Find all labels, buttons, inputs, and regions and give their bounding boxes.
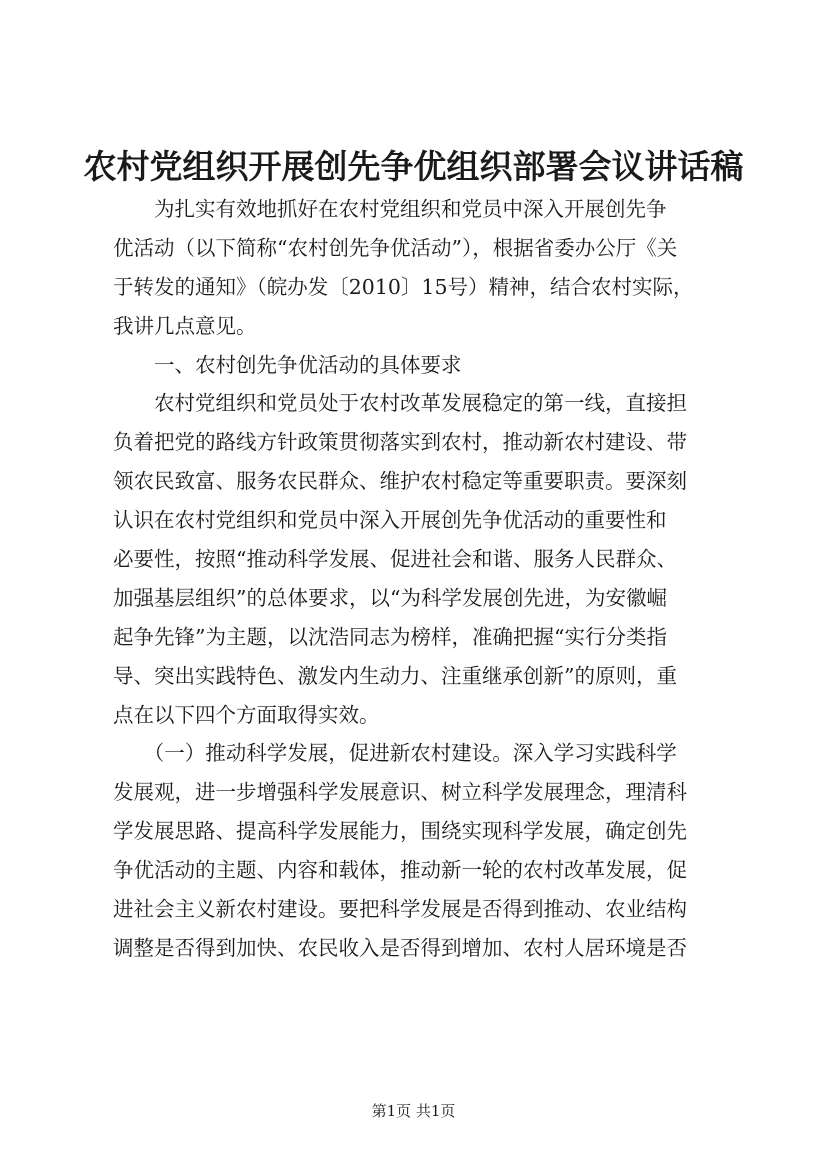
body-line: 加强基层组织”的总体要求，以“为科学发展创先进，为安徽崛	[113, 585, 667, 610]
body-line: 负着把党的路线方针政策贯彻落实到农村，推动新农村建设、带	[113, 430, 687, 455]
body-line: 发展观，进一步增强科学发展意识、树立科学发展理念，理清科	[113, 780, 687, 805]
body-line: 导、突出实践特色、激发内生动力、注重继承创新”的原则，重	[113, 663, 677, 688]
body-line: 领农民致富、服务农民群众、维护农村稳定等重要职责。要深刻	[113, 469, 687, 494]
body-line: 为扎实有效地抓好在农村党组织和党员中深入开展创先争	[113, 197, 667, 221]
body-line: 农村党组织和党员处于农村改革发展稳定的第一线，直接担	[113, 391, 687, 416]
body-line: （一）推动科学发展，促进新农村建设。深入学习实践科学	[113, 741, 677, 766]
body-line: 起争先锋”为主题，以沈浩同志为榜样，准确把握“实行分类指	[113, 624, 667, 649]
body-line: 点在以下四个方面取得实效。	[113, 702, 380, 727]
body-line: 于转发的通知》（皖办发〔2010〕15号）精神，结合农村实际，	[113, 274, 694, 299]
page-footer: 第1页 共1页	[371, 1102, 456, 1120]
body-line: 我讲几点意见。	[113, 313, 257, 338]
body-line: 优活动（以下简称“农村创先争优活动”），根据省委办公厅《关	[113, 235, 678, 260]
body-line: 认识在农村党组织和党员中深入开展创先争优活动的重要性和	[113, 508, 667, 533]
document-body	[113, 190, 723, 968]
body-line: 争优活动的主题、内容和载体，推动新一轮的农村改革发展，促	[113, 858, 687, 883]
body-line: 调整是否得到加快、农民收入是否得到增加、农村人居环境是否	[113, 935, 687, 960]
body-line: 进社会主义新农村建设。要把科学发展是否得到推动、农业结构	[113, 897, 687, 922]
document-title: 农村党组织开展创先争优组织部署会议讲话稿	[83, 147, 744, 186]
body-line: 学发展思路、提高科学发展能力，围绕实现科学发展，确定创先	[113, 819, 687, 844]
body-line: 必要性，按照“推动科学发展、促进社会和谐、服务人民群众、	[113, 547, 677, 572]
section-heading: 一、农村创先争优活动的具体要求	[113, 352, 462, 377]
